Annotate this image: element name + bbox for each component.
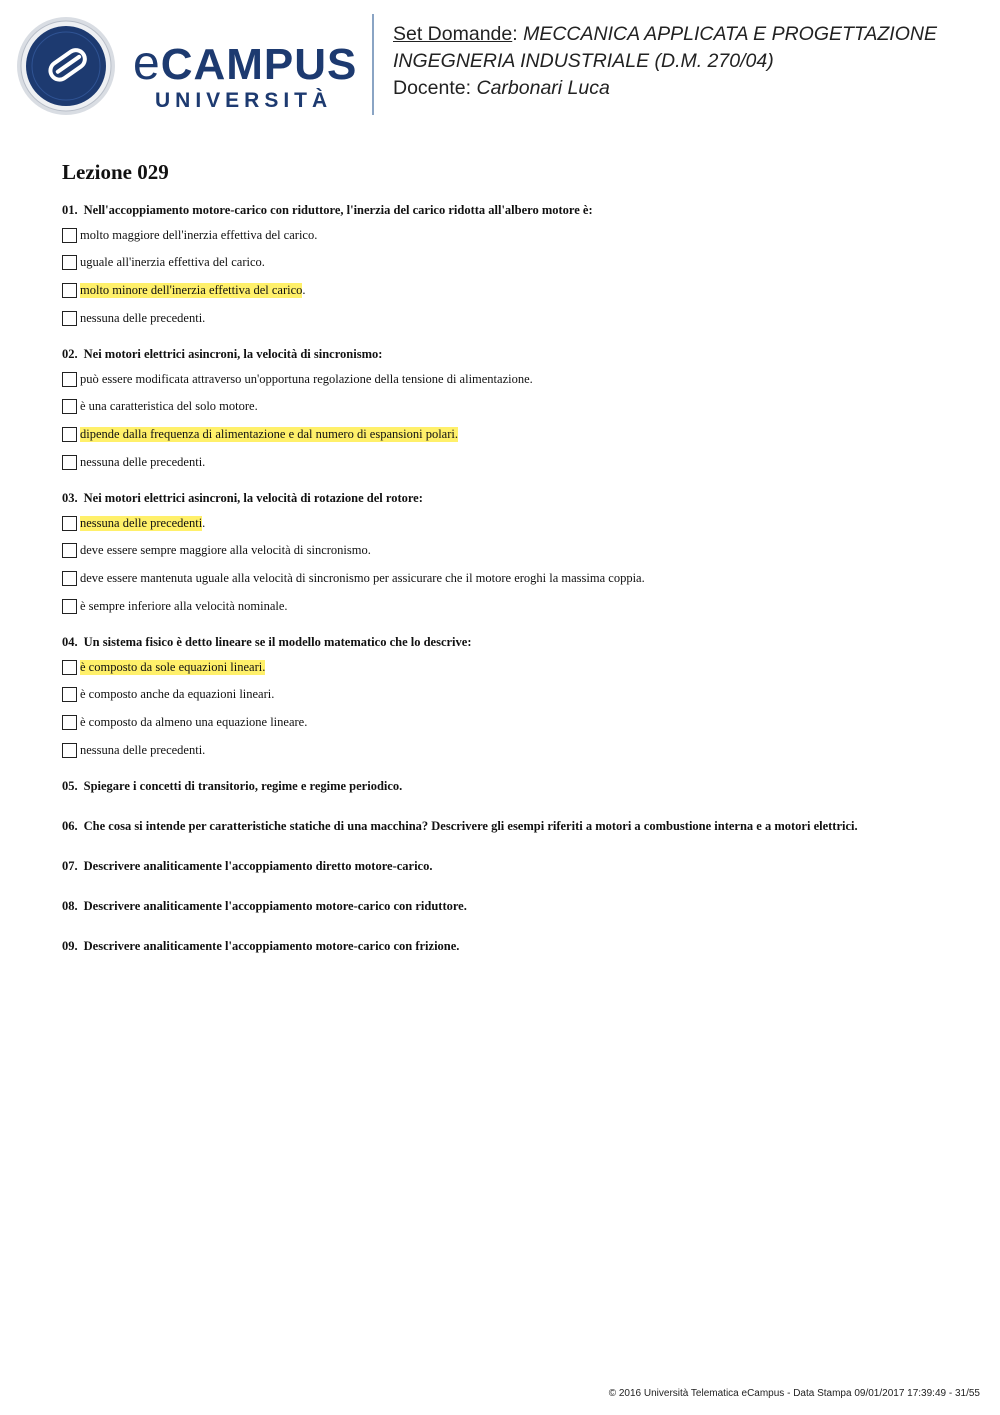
question-label: Descrivere analiticamente l'accoppiamento diretto motore-carico.	[83, 859, 433, 874]
answer-text: deve essere mantenuta uguale alla velocità di sincronismo per assicurare che il motore eroghi la massima coppia.	[80, 571, 645, 585]
answer-checkbox[interactable]	[62, 372, 77, 387]
brand-wordmark	[133, 37, 358, 113]
ecampus-seal-logo	[16, 16, 116, 116]
question-text	[62, 778, 962, 794]
answer-text: è sempre inferiore alla velocità nominale.	[80, 598, 288, 613]
open-question-item	[62, 858, 962, 874]
open-question-item	[62, 898, 962, 914]
answer-text: nessuna delle precedenti	[80, 515, 203, 530]
answer-checkbox[interactable]	[62, 455, 77, 470]
lesson-title: Lezione 029	[62, 160, 169, 184]
answer-option[interactable]	[62, 740, 962, 760]
answer-checkbox[interactable]	[62, 687, 77, 702]
question-text	[62, 898, 962, 914]
question-text	[62, 858, 962, 874]
answer-checkbox[interactable]	[62, 283, 77, 298]
question-list	[62, 202, 962, 978]
header-info	[393, 21, 983, 102]
answer-option[interactable]	[62, 452, 962, 472]
footer-copyright: © 2016 Università Telematica eCampus - Data Stampa 09/01/2017 17:39:49 - 31/55	[608, 1388, 980, 1399]
answer-text: è composto da almeno una equazione lineare.	[80, 715, 308, 730]
question-number: 07.	[62, 859, 78, 874]
answer-checkbox[interactable]	[62, 255, 77, 270]
set-colon: :	[512, 23, 518, 45]
question-item	[62, 634, 962, 760]
answer-checkbox[interactable]	[62, 399, 77, 414]
set-label: Set Domande	[393, 23, 513, 45]
question-label: Che cosa si intende per caratteristiche statiche di una macchina? Descrivere gli esempi riferiti a motori a combustione interna e a motori elettrici.	[83, 819, 858, 834]
open-question-item	[62, 778, 962, 794]
question-text	[62, 202, 962, 218]
answer-text: nessuna delle precedenti.	[80, 310, 206, 325]
answer-option[interactable]	[62, 280, 962, 300]
answer-option[interactable]	[62, 513, 962, 533]
answer-option[interactable]	[62, 569, 962, 589]
question-text	[62, 490, 962, 506]
open-question-item	[62, 818, 962, 834]
answer-option[interactable]	[62, 657, 962, 677]
answer-text: uguale all'inerzia effettiva del carico.	[80, 255, 265, 270]
question-label: Nei motori elettrici asincroni, la velocità di rotazione del rotore:	[83, 491, 423, 506]
answer-option[interactable]	[62, 369, 962, 389]
answer-option[interactable]	[62, 253, 962, 273]
question-number: 08.	[62, 899, 78, 914]
answer-text: deve essere sempre maggiore alla velocità di sincronismo.	[80, 543, 371, 558]
brand-campus: CAMPUS	[160, 40, 358, 89]
answer-option[interactable]	[62, 308, 962, 328]
question-number: 02.	[62, 347, 78, 362]
answer-checkbox[interactable]	[62, 543, 77, 558]
question-number: 05.	[62, 779, 78, 794]
answer-option[interactable]	[62, 713, 962, 733]
question-label: Descrivere analiticamente l'accoppiamento motore-carico con riduttore.	[83, 899, 467, 914]
answer-checkbox[interactable]	[62, 715, 77, 730]
answer-text: è una caratteristica del solo motore.	[80, 399, 258, 414]
answer-text: è composto da sole equazioni lineari.	[80, 659, 266, 674]
question-number: 09.	[62, 939, 78, 954]
question-label: Un sistema fisico è detto lineare se il modello matematico che lo descrive:	[83, 635, 472, 650]
answer-text: molto maggiore dell'inerzia effettiva del carico.	[80, 227, 318, 242]
brand-e: e	[133, 37, 161, 90]
teacher-label: Docente:	[393, 77, 472, 99]
answer-option[interactable]	[62, 397, 962, 417]
question-label: Nell'accoppiamento motore-carico con riduttore, l'inerzia del carico ridotta all'albero motore è:	[83, 203, 593, 217]
answer-option[interactable]	[62, 541, 962, 561]
answer-text: dipende dalla frequenza di alimentazione e dal numero di espansioni polari.	[80, 426, 458, 441]
question-number: 03.	[62, 491, 78, 506]
answer-checkbox[interactable]	[62, 311, 77, 326]
answer-text: nessuna delle precedenti.	[80, 742, 206, 757]
question-label: Spiegare i concetti di transitorio, regime e regime periodico.	[83, 779, 403, 794]
question-text	[62, 346, 962, 362]
question-text	[62, 818, 962, 834]
answer-checkbox[interactable]	[62, 516, 77, 531]
answer-checkbox[interactable]	[62, 427, 77, 442]
open-question-item	[62, 938, 962, 954]
header-divider	[372, 14, 374, 115]
set-value: MECCANICA APPLICATA E PROGETTAZIONE INGEGNERIA INDUSTRIALE (D.M. 270/04)	[393, 23, 937, 72]
answer-text: molto minore dell'inerzia effettiva del carico	[80, 282, 303, 297]
question-text	[62, 938, 962, 954]
answer-checkbox[interactable]	[62, 228, 77, 243]
answer-option[interactable]	[62, 685, 962, 705]
set-line	[393, 21, 983, 75]
open-questions-section	[62, 778, 962, 954]
answer-suffix: .	[202, 515, 206, 530]
question-item	[62, 490, 962, 616]
answer-checkbox[interactable]	[62, 743, 77, 758]
answer-option[interactable]	[62, 596, 962, 616]
question-item	[62, 202, 962, 328]
question-label: Descrivere analiticamente l'accoppiamento motore-carico con frizione.	[83, 939, 460, 954]
brand-subtitle: UNIVERSITÀ	[155, 89, 333, 112]
question-number: 01.	[62, 203, 78, 217]
teacher-value: Carbonari Luca	[476, 77, 610, 99]
question-label: Nei motori elettrici asincroni, la velocità di sincronismo:	[83, 347, 383, 362]
answer-text: è composto anche da equazioni lineari.	[80, 687, 275, 702]
answer-checkbox[interactable]	[62, 660, 77, 675]
answer-text: nessuna delle precedenti.	[80, 454, 206, 469]
question-text	[62, 634, 962, 650]
answer-option[interactable]	[62, 225, 962, 245]
question-number: 06.	[62, 819, 78, 834]
question-number: 04.	[62, 635, 78, 650]
question-item	[62, 346, 962, 472]
answer-checkbox[interactable]	[62, 599, 77, 614]
answer-option[interactable]	[62, 424, 962, 444]
teacher-line	[393, 75, 983, 102]
answer-text: può essere modificata attraverso un'opportuna regolazione della tensione di alimentazione.	[80, 371, 533, 386]
brand-name	[133, 37, 358, 90]
answer-suffix: .	[302, 282, 306, 297]
multiple-choice-section	[62, 202, 962, 760]
answer-checkbox[interactable]	[62, 571, 77, 586]
